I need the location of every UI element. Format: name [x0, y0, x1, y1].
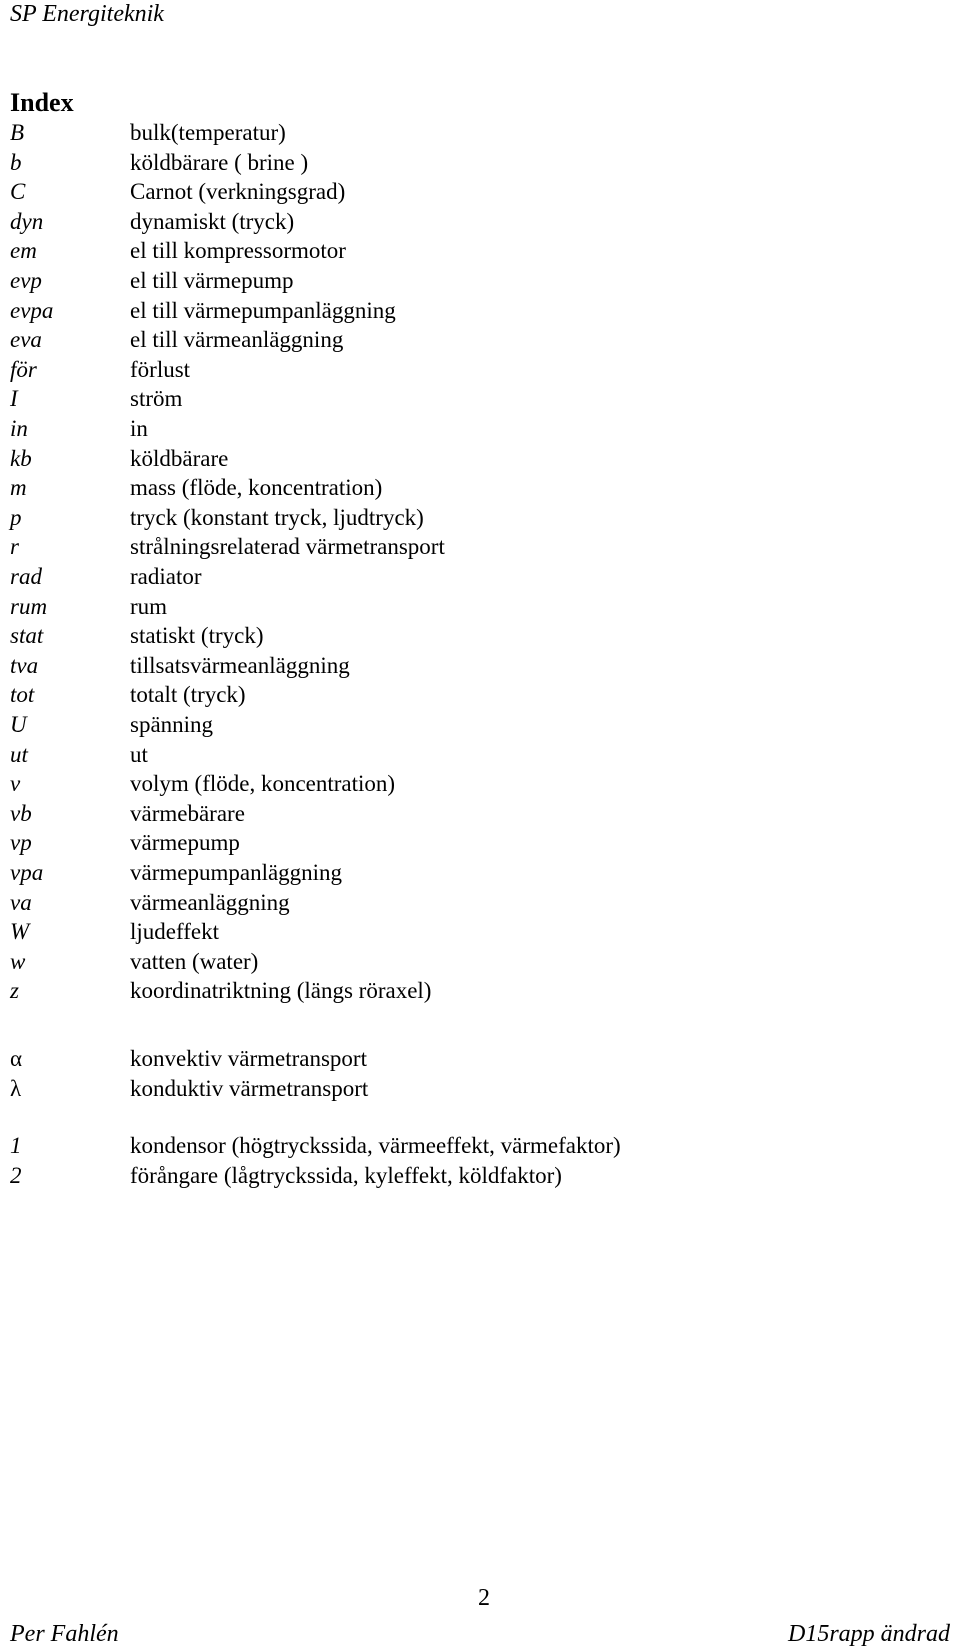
index-description: ut — [130, 741, 148, 767]
index-description: konduktiv värmetransport — [130, 1075, 369, 1101]
index-symbol: W — [10, 919, 30, 945]
index-description: el till kompressormotor — [130, 238, 346, 264]
index-description: koordinatriktning (längs röraxel) — [130, 978, 432, 1004]
index-symbol: m — [10, 475, 27, 501]
index-description: volym (flöde, koncentration) — [130, 771, 396, 797]
index-description: köldbärare ( brine ) — [130, 149, 309, 175]
index-symbol: v — [10, 771, 21, 797]
index-symbol: in — [10, 416, 28, 441]
index-symbol: evp — [10, 268, 42, 293]
index-symbol: stat — [10, 623, 44, 649]
index-symbol: vp — [10, 830, 32, 856]
index-symbol: 2 — [10, 1162, 22, 1188]
index-symbol: I — [10, 386, 18, 412]
index-description: ström — [130, 386, 183, 412]
index-description: el till värmeanläggning — [130, 327, 344, 353]
index-symbol: λ — [10, 1075, 22, 1101]
index-description: kondensor (högtryckssida, värmeeffekt, värmefaktor) — [130, 1133, 621, 1158]
index-symbol: tva — [10, 652, 39, 678]
index-description: konvektiv värmetransport — [130, 1046, 367, 1071]
index-symbol: va — [10, 889, 32, 915]
index-symbol: α — [10, 1046, 23, 1071]
index-description: värmeanläggning — [130, 889, 290, 915]
index-description: köldbärare — [130, 445, 229, 471]
index-symbol: dyn — [10, 208, 44, 234]
index-symbol: rum — [10, 593, 48, 619]
index-symbol: em — [10, 238, 37, 264]
index-description: värmepumpanläggning — [130, 860, 343, 885]
index-description: Carnot (verkningsgrad) — [130, 179, 346, 205]
index-symbol: vb — [10, 800, 32, 826]
index-description: bulk(temperatur) — [130, 120, 286, 145]
index-symbol: rad — [10, 564, 42, 589]
index-symbol: 1 — [10, 1133, 22, 1158]
index-description: förångare (lågtryckssida, kyleffekt, köldfaktor) — [130, 1162, 562, 1188]
footer-author: Per Fahlén — [10, 1621, 119, 1647]
index-description: rum — [130, 593, 168, 619]
index-symbol: ut — [10, 741, 28, 767]
index-description: radiator — [130, 564, 202, 589]
index-description: värmebärare — [130, 800, 245, 826]
index-symbol: p — [10, 504, 22, 530]
index-description: mass (flöde, koncentration) — [130, 475, 383, 501]
index-symbol: r — [10, 534, 19, 560]
index-symbol: för — [10, 356, 37, 382]
index-description: förlust — [130, 356, 191, 382]
index-description: dynamiskt (tryck) — [130, 208, 295, 234]
index-description: el till värmepump — [130, 268, 294, 293]
index-description: el till värmepumpanläggning — [130, 297, 396, 323]
index-title: Index — [10, 88, 74, 117]
footer-document-id: D15rapp ändrad — [787, 1621, 950, 1647]
index-symbol: z — [10, 978, 19, 1004]
index-symbol: vpa — [10, 860, 44, 885]
index-description: statiskt (tryck) — [130, 623, 264, 649]
index-description: värmepump — [130, 830, 240, 856]
header-left: SP Energiteknik — [10, 1, 164, 27]
index-description: tryck (konstant tryck, ljudtryck) — [130, 504, 424, 530]
index-symbol: U — [10, 712, 27, 737]
index-symbol: w — [10, 948, 26, 974]
index-symbol: kb — [10, 445, 32, 471]
index-symbol: B — [10, 120, 25, 145]
index-symbol: tot — [10, 682, 35, 708]
index-description: strålningsrelaterad värmetransport — [130, 534, 445, 560]
index-description: spänning — [130, 712, 214, 737]
index-description: ljudeffekt — [130, 919, 219, 945]
index-description: in — [130, 416, 148, 441]
index-description: vatten (water) — [130, 948, 259, 974]
index-symbol: b — [10, 149, 22, 175]
index-description: tillsatsvärmeanläggning — [130, 652, 350, 678]
index-symbol: eva — [10, 327, 42, 353]
index-symbol: C — [10, 179, 26, 205]
index-symbol: evpa — [10, 297, 54, 323]
page-number: 2 — [478, 1585, 490, 1611]
index-description: totalt (tryck) — [130, 682, 246, 708]
